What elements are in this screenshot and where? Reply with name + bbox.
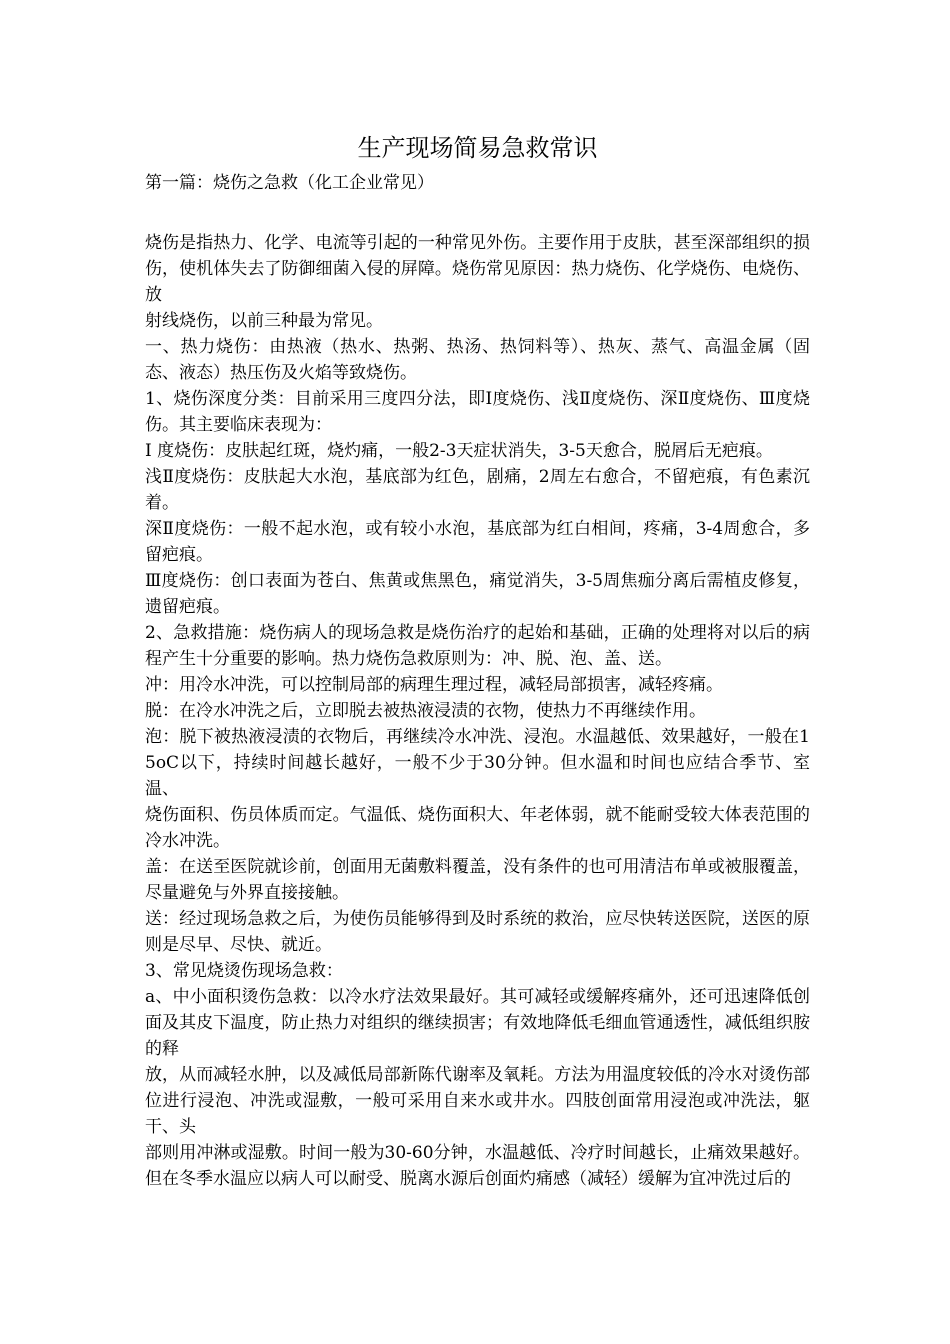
paragraph-degree-1: Ⅰ 度烧伤：皮肤起红斑，烧灼痛，一般2-3天症状消失，3-5天愈合，脱屑后无疤痕。: [145, 441, 773, 461]
paragraph-small-area-cont: 放，从而减轻水肿，以及减低局部新陈代谢率及氧耗。方法为用温度较低的冷水对烫伤部位进行浸泡、冲洗或湿敷，一般可采用自来水或井水。四肢创面常用浸泡或冲洗法，躯干、头: [145, 1065, 810, 1137]
paragraph-remove: 脱：在冷水冲洗之后，立即脱去被热液浸渍的衣物，使热力不再继续作用。: [145, 701, 706, 721]
paragraph-degree-2-deep: 深Ⅱ度烧伤：一般不起水泡，或有较小水泡，基底部为红白相间，疼痛，3-4周愈合，多留疤痕。: [145, 519, 810, 565]
paragraph-intro-cont: 射线烧伤，以前三种最为常见。: [145, 311, 383, 331]
paragraph-intro: 烧伤是指热力、化学、电流等引起的一种常见外伤。主要作用于皮肤，甚至深部组织的损伤，使机体失去了防御细菌入侵的屏障。烧伤常见原因：热力烧伤、化学烧伤、电烧伤、放: [145, 233, 810, 305]
paragraph-rinse: 冲：用冷水冲洗，可以控制局部的病理生理过程，减轻局部损害，减轻疼痛。: [145, 675, 723, 695]
paragraph-small-area-end: 部则用冲淋或湿敷。时间一般为30-60分钟，水温越低、冷疗时间越长，止痛效果越好。但在冬季水温应以病人可以耐受、脱离水源后创面灼痛感（减轻）缓解为宜冲洗过后的: [145, 1143, 810, 1189]
paragraph-soak-cont: 烧伤面积、伤员体质而定。气温低、烧伤面积大、年老体弱，就不能耐受较大体表范围的冷水冲洗。: [145, 805, 810, 851]
paragraph-soak: 泡：脱下被热液浸渍的衣物后，再继续冷水冲洗、浸泡。水温越低、效果越好，一般在15oC以下，持续时间越长越好，一般不少于30分钟。但水温和时间也应结合季节、室温、: [145, 727, 810, 799]
paragraph-degree-2-shallow: 浅Ⅱ度烧伤：皮肤起大水泡，基底部为红色，剧痛，2周左右愈合，不留疤痕，有色素沉着。: [145, 467, 810, 513]
section-subtitle: 第一篇：烧伤之急救（化工企业常见）: [145, 173, 434, 193]
body-text: [145, 230, 810, 1192]
paragraph-degree-3: Ⅲ度烧伤：创口表面为苍白、焦黄或焦黑色，痛觉消失，3-5周焦痂分离后需植皮修复，遗留疤痕。: [145, 571, 810, 617]
paragraph-first-aid-measures: 2、急救措施：烧伤病人的现场急救是烧伤治疗的起始和基础，正确的处理将对以后的病程产生十分重要的影响。热力烧伤急救原则为：冲、脱、泡、盖、送。: [145, 623, 810, 669]
paragraph-common-first-aid: 3、常见烧烫伤现场急救：: [145, 961, 343, 981]
paragraph-depth-classification: 1、烧伤深度分类：目前采用三度四分法，即Ⅰ度烧伤、浅Ⅱ度烧伤、深Ⅱ度烧伤、Ⅲ度烧伤。其主要临床表现为：: [145, 389, 810, 435]
paragraph-thermal-burn: 一、热力烧伤：由热液（热水、热粥、热汤、热饲料等）、热灰、蒸气、高温金属（固态、液态）热压伤及火焰等致烧伤。: [145, 337, 810, 383]
document-page: [145, 128, 810, 1192]
paragraph-send: 送：经过现场急救之后，为使伤员能够得到及时系统的救治，应尽快转送医院，送医的原则是尽早、尽快、就近。: [145, 909, 810, 955]
paragraph-cover: 盖：在送至医院就诊前，创面用无菌敷料覆盖，没有条件的也可用清洁布单或被服覆盖，尽量避免与外界直接接触。: [145, 857, 810, 903]
document-title: 生产现场简易急救常识: [357, 134, 598, 162]
paragraph-small-area: a、中小面积烫伤急救：以冷水疗法效果最好。其可减轻或缓解疼痛外，还可迅速降低创面及其皮下温度，防止热力对组织的继续损害；有效地降低毛细血管通透性，减低组织胺的释: [145, 987, 810, 1059]
